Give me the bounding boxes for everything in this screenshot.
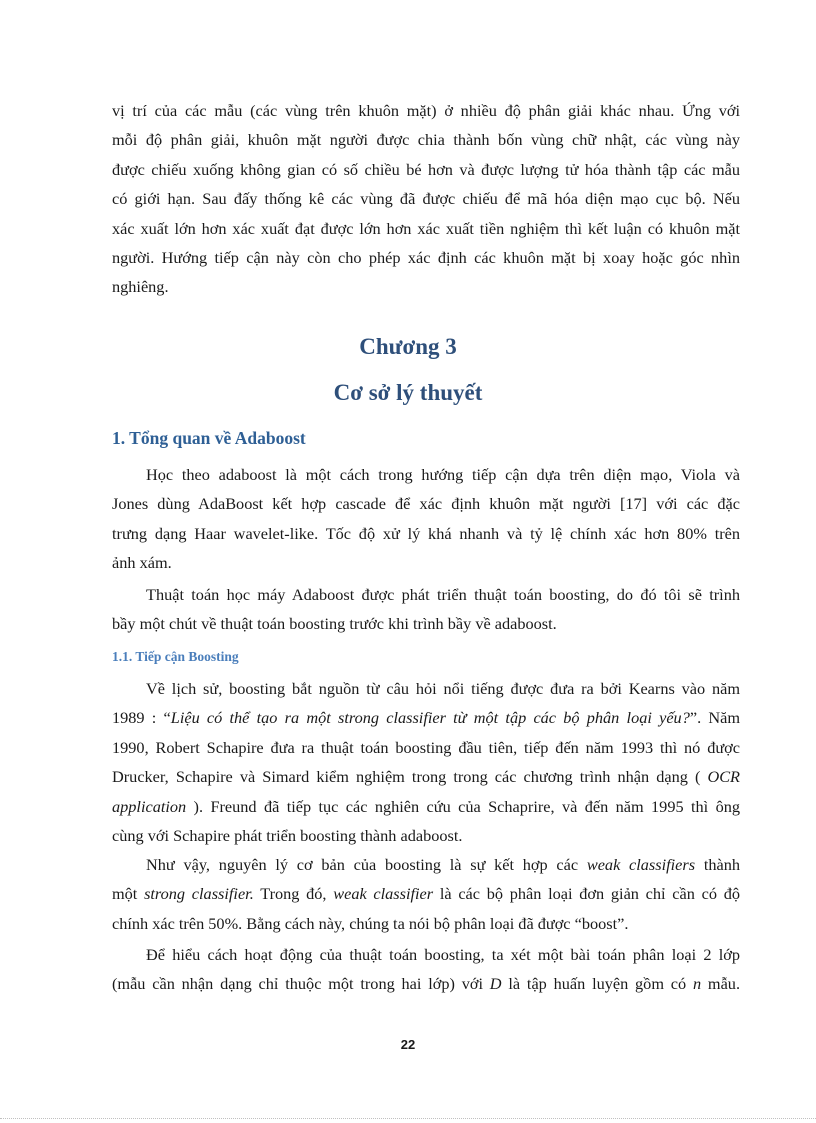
text-line: Về lịch sử, boosting bắt nguồn từ câu hỏi nổi tiếng được đưa ra bởi Kearns vào năm: [146, 679, 740, 698]
text-run: Như vậy, nguyên lý cơ bản của boosting là sự kết hợp các: [146, 855, 587, 874]
italic-term: OCR: [707, 767, 740, 787]
text-line: [112, 762, 740, 791]
subsection-paragraph-2: [112, 850, 740, 938]
subsection-heading: 1.1. Tiếp cận Boosting: [112, 649, 239, 664]
section-heading: 1. Tổng quan về Adaboost: [112, 428, 306, 448]
text-line: mỗi độ phân giải, khuôn mặt người được chia thành bốn vùng chữ nhật, các vùng này: [112, 130, 740, 150]
text-line: [112, 879, 740, 908]
text-run: một: [112, 884, 145, 904]
text-line: Thuật toán học máy Adaboost được phát triển thuật toán boosting, do đó tôi sẽ trình: [146, 585, 740, 604]
italic-var: D: [489, 974, 502, 994]
text-line: 1990, Robert Schapire đưa ra thuật toán boosting đầu tiên, tiếp đến năm 1993 thì nó được: [112, 737, 740, 757]
text-run: Drucker, Schapire và Simard kiểm nghiệm trong trong các chương trình nhận dạng (: [112, 767, 708, 787]
text-line: bầy một chút về thuật toán boosting trước khi trình bầy về adaboost.: [112, 614, 557, 634]
text-line: trưng dạng Haar wavelet-like. Tốc độ xử lý khá nhanh và tỷ lệ chính xác hơn 80% trên: [112, 523, 740, 543]
intro-paragraph: [112, 96, 740, 302]
text-line: Jones dùng AdaBoost kết hợp cascade để xác định khuôn mặt người [17] với các đặc: [112, 494, 740, 514]
text-run: 1989 : “: [112, 708, 171, 728]
text-run: mẫu.: [701, 974, 741, 994]
section1-paragraph-2: [112, 580, 740, 639]
text-line: [112, 850, 740, 879]
italic-term: application: [112, 796, 187, 816]
text-line: được chiếu xuống không gian có số chiều bé hơn và được lượng tử hóa thành tập các mẫu: [112, 159, 740, 179]
text-run: ). Freund đã tiếp tục các nghiên cứu của Schaprire, và đến năm 1995 thì ông: [186, 796, 740, 816]
text-line: Học theo adaboost là một cách trong hướng tiếp cận dựa trên diện mạo, Viola và: [146, 465, 740, 484]
section1-paragraph-1: [112, 460, 740, 578]
text-run: (mẫu cần nhận dạng chỉ thuộc một trong hai lớp) với: [112, 974, 490, 994]
text-line: có giới hạn. Sau đấy thống kê các vùng đã được chiếu để mã hóa diện mạo cục bộ. Nếu: [112, 189, 740, 209]
text-line: người. Hướng tiếp cận này còn cho phép xác định các khuôn mặt bị xoay hoặc góc nhìn: [112, 248, 740, 268]
text-line: [112, 792, 740, 821]
italic-term: strong classifier.: [144, 884, 254, 904]
text-line: vị trí của các mẫu (các vùng trên khuôn mặt) ở nhiều độ phân giải khác nhau. Ứng với: [112, 101, 740, 120]
chapter-title: Cơ sở lý thuyết: [333, 380, 483, 405]
italic-term: weak classifiers: [586, 855, 696, 874]
text-run: Trong đó,: [253, 884, 334, 904]
page-number: 22: [400, 1037, 416, 1052]
text-line: cùng với Schapire phát triển boosting thành adaboost.: [112, 826, 463, 846]
text-line: nghiêng.: [112, 277, 169, 297]
subsection-paragraph-3: [112, 940, 740, 999]
text-line: [112, 703, 740, 732]
text-run: thành: [695, 855, 740, 874]
chapter-number: Chương 3: [359, 334, 457, 359]
italic-term: weak classifier: [333, 884, 434, 904]
text-line: ảnh xám.: [112, 553, 172, 573]
footer-divider: [0, 1118, 816, 1119]
text-run: là các bộ phân loại đơn giản chỉ cần có độ: [433, 884, 740, 904]
text-run: là tập huấn luyện gồm có: [501, 974, 693, 994]
text-line: Để hiểu cách hoạt động của thuật toán boosting, ta xét một bài toán phân loại 2 lớp: [146, 945, 740, 964]
text-line: [112, 969, 740, 998]
subsection-paragraph-1: [112, 674, 740, 850]
text-run: ”. Năm: [689, 708, 741, 728]
italic-quote: Liệu có thể tạo ra một strong classifier từ một tập các bộ phân loại yếu?: [170, 708, 690, 728]
italic-var: n: [692, 974, 702, 994]
text-line: chính xác trên 50%. Bằng cách này, chúng ta nói bộ phân loại đã được “boost”.: [112, 913, 629, 933]
text-line: xác xuất lớn hơn xác xuất đạt được lớn hơn xác xuất tiền nghiệm thì kết luận có khuôn mặt: [112, 218, 740, 238]
